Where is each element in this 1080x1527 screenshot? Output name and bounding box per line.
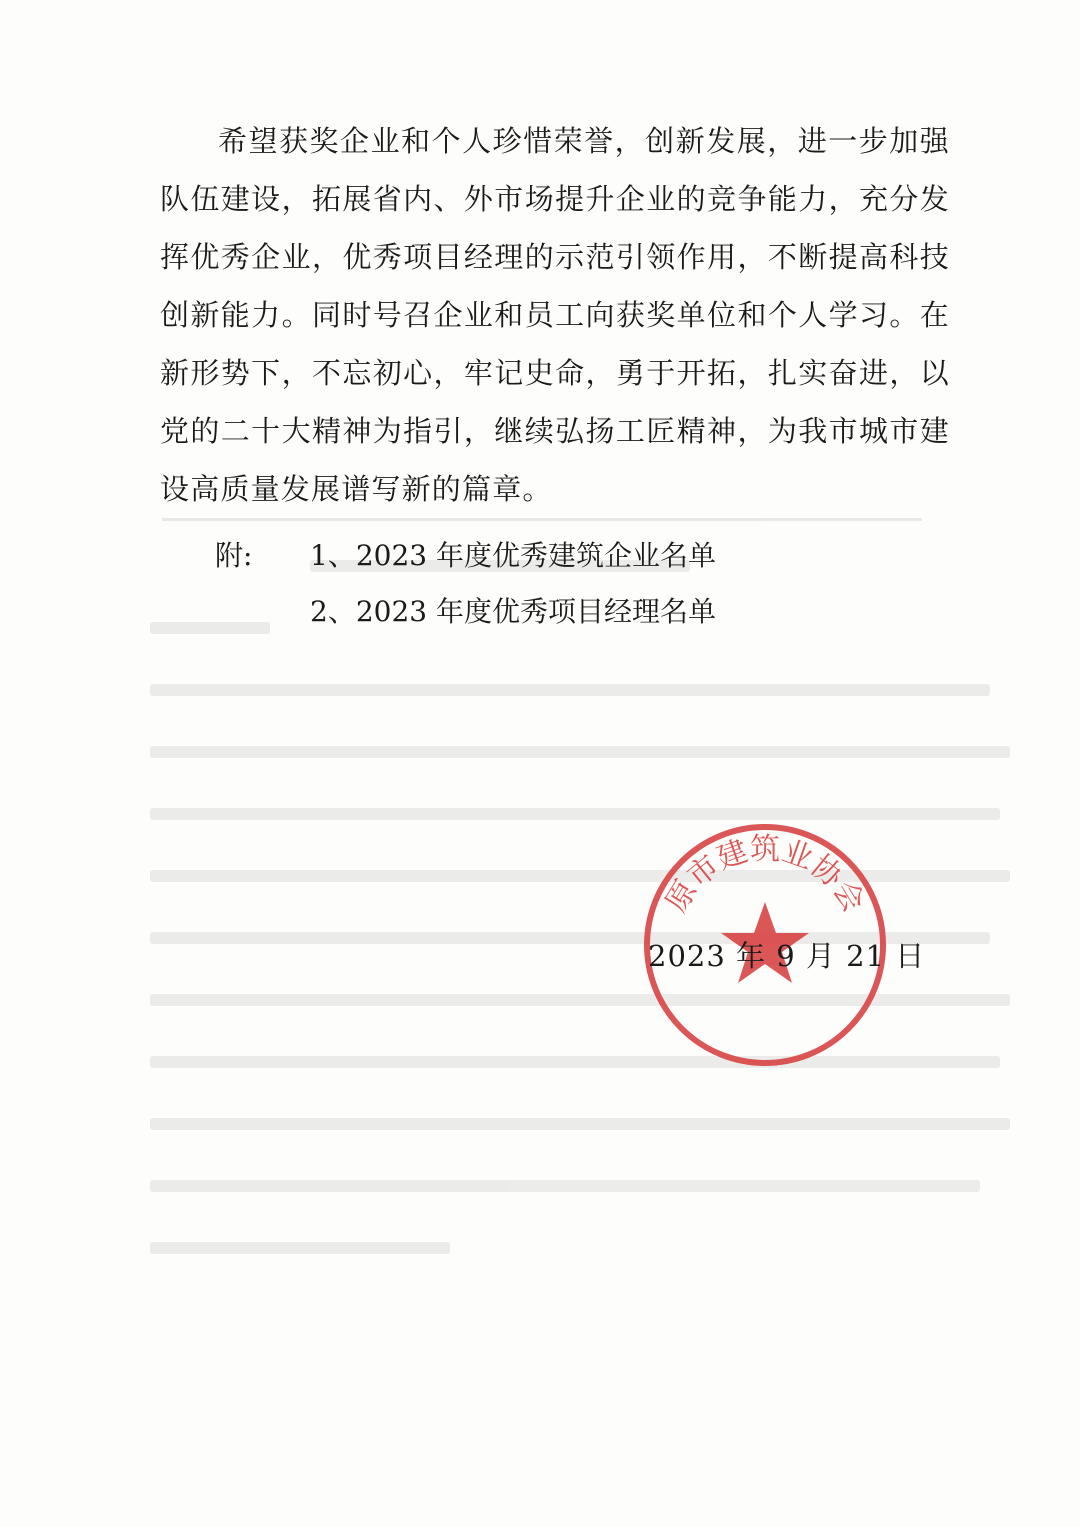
- attachment-row: [215, 584, 716, 640]
- body-paragraph: 希望获奖企业和个人珍惜荣誉，创新发展，进一步加强队伍建设，拓展省内、外市场提升企业的竞争能力，充分发挥优秀企业，优秀项目经理的示范引领作用，不断提高科技创新能力。同时号召企业和员工向获奖单位和个人学习。在新形势下，不忘初心，牢记史命，勇于开拓，扎实奋进，以党的二十大精神为指引，继续弘扬工匠精神，为我市城市建设高质量发展谱写新的篇章。: [160, 124, 950, 506]
- attachment-label: 附:: [215, 539, 253, 572]
- seal-text: 原市建筑业协会: [658, 832, 872, 919]
- document-date: 2023 年 9 月 21 日: [648, 939, 926, 973]
- attachment-item: 1、2023 年度优秀建筑企业名单: [310, 539, 716, 572]
- attachments-block: [215, 528, 716, 640]
- attachment-item: 2、2023 年度优秀项目经理名单: [310, 595, 716, 628]
- attachment-row: [215, 528, 716, 584]
